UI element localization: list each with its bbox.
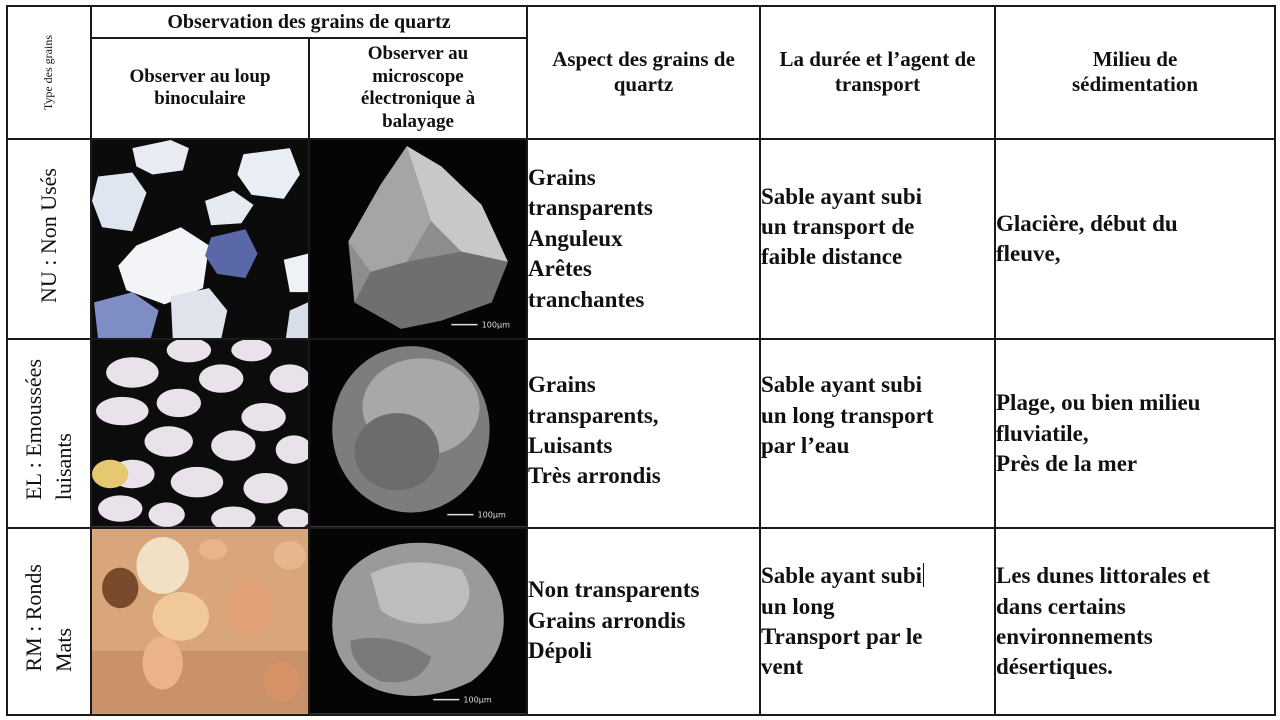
angular-sem-image <box>310 140 526 339</box>
transport-line: Sable ayant subi <box>761 183 923 209</box>
binocular-photo-angular <box>91 139 309 340</box>
type-header-label: Type des grains <box>41 34 56 110</box>
binocular-photo-frosted <box>91 528 309 715</box>
transport-cell <box>760 339 995 528</box>
aspect-line: Grains <box>528 372 596 398</box>
transport-cell <box>760 528 995 715</box>
sem-header: Observer au microscope électronique à balayage <box>309 38 527 138</box>
milieu-line: désertiques. <box>996 654 1113 680</box>
text-cursor <box>923 563 924 587</box>
aspect-line: tranchantes <box>528 286 645 312</box>
milieu-line: fleuve, <box>996 240 1061 266</box>
transport-header: La durée et l’agent de transport <box>760 6 995 139</box>
aspect-line: Non transparents <box>528 577 700 603</box>
row-type-label <box>7 528 91 715</box>
frosted-grains-image <box>92 529 308 714</box>
observation-group-header: Observation des grains de quartz <box>91 6 527 38</box>
transport-line: Transport par le <box>761 623 923 649</box>
aspect-cell <box>527 528 760 715</box>
milieu-line: Plage, ou bien milieu <box>996 390 1201 416</box>
scale-label: 100µm <box>463 694 492 705</box>
transport-line: un long transport <box>761 402 934 428</box>
transport-cell <box>760 139 995 340</box>
aspect-line: Dépoli <box>528 637 592 663</box>
transport-line: vent <box>761 654 804 680</box>
sem-photo-polished <box>309 339 527 528</box>
milieu-header: Milieu de sédimentation <box>995 6 1275 139</box>
milieu-cell <box>995 139 1275 340</box>
scale-label: 100µm <box>481 319 510 330</box>
aspect-line: Luisants <box>528 433 613 459</box>
table-row <box>7 528 1275 715</box>
row-type-text-line2: Mats <box>51 627 76 672</box>
aspect-line: transparents, <box>528 402 659 428</box>
sem-photo-frosted <box>309 528 527 715</box>
transport-line: un long <box>761 593 835 619</box>
transport-line <box>761 561 994 591</box>
row-type-label <box>7 339 91 528</box>
aspect-header: Aspect des grains de quartz <box>527 6 760 139</box>
frosted-sem-image <box>310 529 526 714</box>
milieu-line: dans certains <box>996 593 1126 619</box>
row-type-label <box>7 139 91 340</box>
aspect-cell <box>527 139 760 340</box>
transport-line: un transport de <box>761 213 915 239</box>
row-type-text-line1: EL : Emoussées <box>21 359 47 501</box>
aspect-line: Grains <box>528 165 596 191</box>
table-row <box>7 339 1275 528</box>
type-header <box>7 6 91 139</box>
milieu-line: Glacière, début du <box>996 210 1178 236</box>
transport-line: Sable ayant subi <box>761 372 923 398</box>
transport-line-text: Sable ayant subi <box>761 563 923 589</box>
row-type-text-line1: RM : Ronds <box>21 563 47 672</box>
row-type-text: NU : Non Usés <box>36 167 62 303</box>
milieu-cell <box>995 339 1275 528</box>
aspect-line: Arêtes <box>528 256 592 282</box>
polished-grains-image <box>92 340 308 527</box>
angular-grains-image <box>92 140 308 339</box>
aspect-line: Anguleux <box>528 225 623 251</box>
transport-line: par l’eau <box>761 433 850 459</box>
milieu-line: fluviatile, <box>996 420 1089 446</box>
aspect-line: Grains arrondis <box>528 607 686 633</box>
sem-photo-angular <box>309 139 527 340</box>
aspect-line: Très arrondis <box>528 463 661 489</box>
milieu-cell <box>995 528 1275 715</box>
binocular-header: Observer au loup binoculaire <box>91 38 309 138</box>
aspect-cell <box>527 339 760 528</box>
milieu-line: Les dunes littorales et <box>996 563 1211 589</box>
table-row <box>7 139 1275 340</box>
transport-line: faible distance <box>761 244 903 270</box>
aspect-line: transparents <box>528 195 653 221</box>
scale-label: 100µm <box>477 510 506 521</box>
polished-sem-image <box>310 340 526 527</box>
quartz-grains-table <box>6 5 1276 716</box>
binocular-photo-polished <box>91 339 309 528</box>
milieu-line: environnements <box>996 623 1153 649</box>
milieu-line: Près de la mer <box>996 451 1138 477</box>
row-type-text-line2: luisants <box>51 433 76 501</box>
